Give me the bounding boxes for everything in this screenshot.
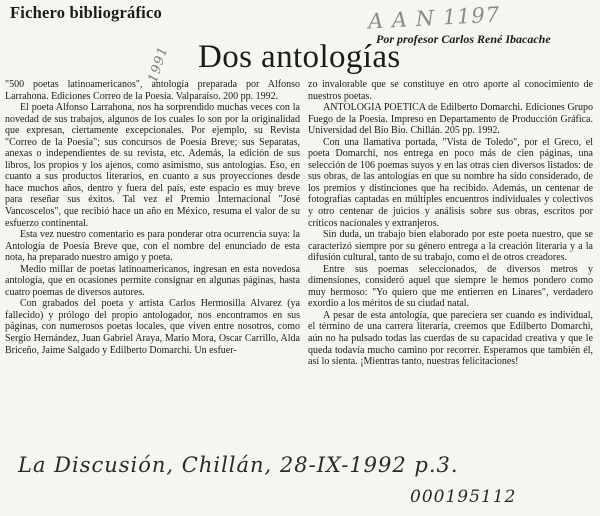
- paragraph: Medio millar de poetas latinoamericanos, ingresan en esta novedosa antología, que en ocasiones permite consignar en algunas páginas, hasta cuatro poemas de diversos autores.: [5, 263, 300, 298]
- author-byline: Por profesor Carlos René Ibacache: [376, 32, 551, 46]
- paragraph: Con grabados del poeta y artista Carlos Hermosilla Alvarez (ya fallecido) y prólogo del propio antologador, nos encontramos en sus páginas, con numerosos poetas locales, que viven entre nosotros, como Sergio Hernández, Juan Gabriel Araya, Mario Mora, Oscar Carrillo, Alda Briceño, Jaime Salgado y Edilberto Domarchi. Un esfuer-: [5, 298, 300, 356]
- paragraph: Sin duda, un trabajo bien elaborado por este poeta nuestro, que se caracterizó siempre por su género entrega a la creación literaria y a la difusión cultural, tanto de su trabajo, como el de otros creadores.: [308, 229, 593, 264]
- article-column-right: [308, 79, 593, 368]
- paragraph: El poeta Alfonso Larrahona, nos ha sorprendido muchas veces con la novedad de sus trabajos, algunos de los cuales lo son por la originalidad que expresan, ciertamente excepcionales. Por ejemplo, su Revista "Correo de la Poesía"; sus concursos de Poesía Breve; sus Separatas, anexas o independientes de su revista, etc. Además, la edición de sus libros, los propios y los ajenos, como asimismo, sus antologías. Eso, en cuanto a sus productos literarios, en cuanto a sus proyecciones desde hace muchos años, dentro y fuera del país, este espacio es muy breve para reseñar sus éxitos. Tal vez el Premio Internacional "José Vancoscelos", que recibió hace un año en México, resuma el valor de su esfuerzo continental.: [5, 102, 300, 229]
- paragraph: Esta vez nuestro comentario es para ponderar otra ocurrencia suya: la Antología de Poesía Breve que, con el nombre del enunciado de esta nota, ha preparado nuestro amigo y poeta.: [5, 229, 300, 264]
- paragraph: Entre sus poemas seleccionados, de diversos metros y dimensiones, consideró aquel que siempre le hemos pondero como muy hermoso: "Yo quiero que me entierren en Linares", verdadero exordio a los méritos de su ciudad natal.: [308, 263, 593, 310]
- archive-stamp: A A N 1197: [367, 2, 501, 34]
- article-column-left: [5, 79, 300, 356]
- paragraph: Con una llamativa portada, "Vista de Toledo", por el Greco, el poeta Domarchi, nos entrega en poco más de cien páginas, una selección de 106 poemas suyos y en las otras cien diversos listados: de sus obras, de las antologías en que su nombre ha sido considerado, de los premios y distinciones que ha recibido. Además, un centenar de fotografías captadas en múltiples encuentros individuales y colectivos y otro centenar de juicios y análisis sobre sus obras, escritos por críticos nacionales y extranjeros.: [308, 136, 593, 229]
- handwritten-source-note: La Discusión, Chillán, 28-IX-1992 p.3.: [18, 453, 459, 477]
- handwritten-catalog-code: 000195112: [410, 487, 517, 507]
- article-title: Dos antologías: [198, 39, 401, 75]
- section-heading: Fichero bibliográfico: [10, 3, 162, 22]
- paragraph: "500 poetas latinoamericanos", antología preparada por Alfonso Larrahona. Ediciones Correo de la Poesía. Valparaíso. 200 pp. 1992.: [5, 79, 300, 102]
- paragraph: ANTOLOGIA POETICA de Edilberto Domarchi. Ediciones Grupo Fuego de la Poesía. Impreso en Departamento de Producción Gráfica. Universidad del Bío Bío. Chillán. 205 pp. 1992.: [308, 102, 593, 137]
- paragraph: A pesar de esta antología, que pareciera ser cuando es individual, el término de una carrera literaria, creemos que Edilberto Domarchi, aún no ha pulsado todas las cuerdas de su capacidad creativa y que le queda todavía mucho camino por recorrer. Esperamos que también él, así lo sienta. ¡Mientras tanto, nuestras felicitaciones!: [308, 309, 593, 368]
- paragraph: zo invalorable que se constituye en otro aporte al conocimiento de nuestros poetas.: [308, 79, 593, 102]
- handwritten-year: 1991: [145, 44, 172, 85]
